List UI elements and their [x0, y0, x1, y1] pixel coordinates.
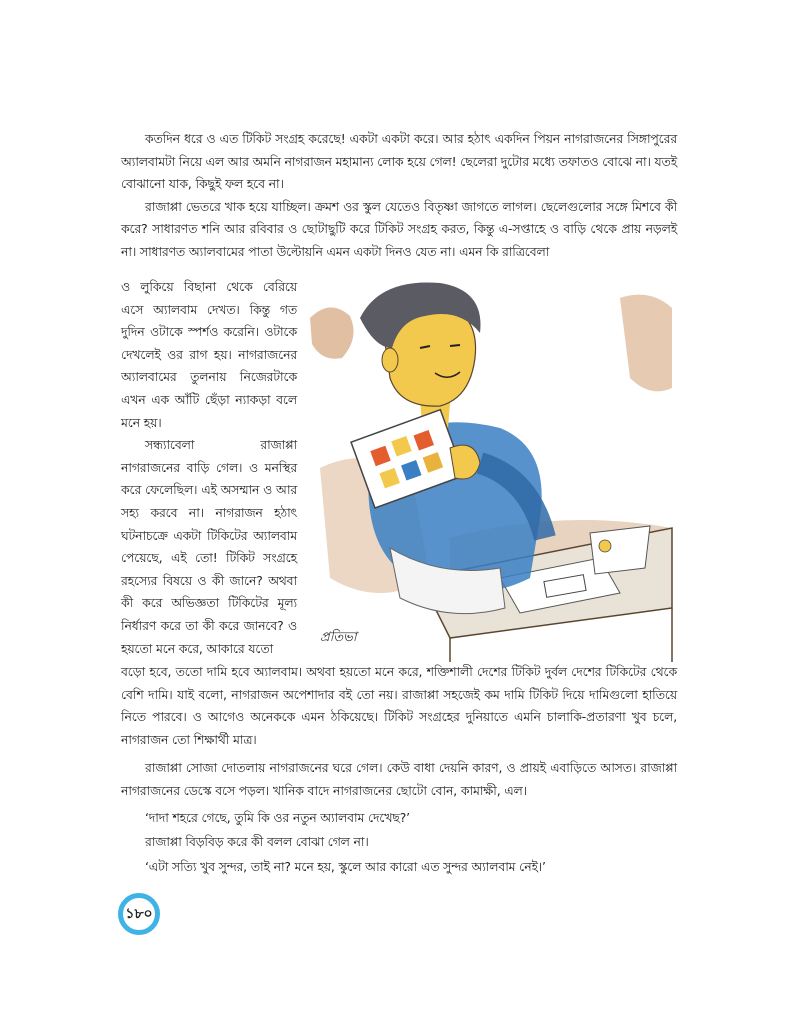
paragraph: রাজাপ্পা সোজা দোতলায় নাগরাজনের ঘরে গেল। কেউ বাধা দেয়নি কারণ, ও প্রায়ই এবাড়িতে আসত। রাজাপ্পা নাগরাজনের ডেস্কে বসে পড়ল। খানিক বাদে নাগরাজনের ছোটো বোন, কামাক্ষী, এল। — [121, 760, 677, 798]
watercolor-drawing — [300, 278, 680, 662]
paragraph: ও লুকিয়ে বিছানা থেকে বেরিয়ে এসে অ্যালবাম দেখত। কিন্তু গত দুদিন ওটাকে স্পর্শও করেনি। ওটাকে দেখলেই ওর রাগ হয়। নাগরাজনের অ্যালবামের তুলনায় নিজেরটাকে এখন এক আঁটি ছেঁড়া ন্যাকড়া বলে মনে হয়। — [121, 279, 297, 430]
artist-signature: প্রতিভা — [320, 630, 357, 645]
paragraph: সন্ধ্যাবেলা রাজাপ্পা নাগরাজনের বাড়ি গেল। ও মনস্থির করে ফেলেছিল। এই অসম্মান ও আর সহ্য করবে না। নাগরাজন হঠাৎ ঘটনাচক্রে একটা টিকিটের অ্যালবাম পেয়েছে, এই তো! টিকিট সংগ্রহে রহস্যের বিষয়ে ও কী জানে? অথবা কী করে অভিজ্ঞতা টিকিটের মূল্য নির্ধারণ করে তা কী করে জানবে? ও হয়তো মনে করে, আকারে যতো — [121, 437, 297, 656]
page-number-badge — [118, 893, 160, 935]
dialogue-line: রাজাপ্পা বিড়বিড় করে কী বলল বোঝা গেল না। — [145, 834, 369, 850]
paragraph: বড়ো হবে, ততো দামি হবে অ্যালবাম। অথবা হয়তো মনে করে, শক্তিশালী দেশের টিকিট দুর্বল দেশের টিকিটের থেকে বেশি দামি। যাই বলো, নাগরাজন অপেশাদার বই তো নয়। রাজাপ্পা সহজেই কম দামি টিকিট দিয়ে দামিগুলো হাতিয়ে নিতে পারবে। ও আগেও অনেককে এমন ঠকিয়েছে। টিকিট সংগ্রহের দুনিয়াতে এমনি চালাকি-প্রতারণা খুব চলে, নাগরাজন তো শিক্ষার্থী মাত্র। — [121, 664, 677, 747]
wrapped-text-column — [121, 276, 297, 660]
dialogue-line: ‘এটা সত্যি খুব সুন্দর, তাই না? মনে হয়, স্কুলে আর কারো এত সুন্দর অ্যালবাম নেই।’ — [145, 858, 546, 874]
top-text-block — [121, 128, 677, 264]
bottom-text-block — [121, 661, 677, 878]
boy-with-album-illustration — [300, 278, 680, 662]
paragraph: রাজাপ্পা ভেতরে খাক হয়ে যাচ্ছিল। ক্রমশ ওর স্কুল যেতেও বিতৃষ্ণা জাগতে লাগল। ছেলেগুলোর সঙ্গে মিশবে কী করে? সাধারণত শনি আর রবিবার ও ছোটাছুটি করে টিকিট সংগ্রহ করত, কিন্তু এ-সপ্তাহে ও বাড়ি থেকে প্রায় নড়লই না। সাধারণত অ্যালবামের পাতা উল্টোয়নি এমন একটা দিনও যেত না। এমন কি রাত্রিবেলা — [121, 198, 677, 259]
paragraph: কতদিন ধরে ও এত টিকিট সংগ্রহ করেছে! একটা একটা করে। আর হঠাৎ একদিন পিয়ন নাগরাজনের সিঙ্গাপুরের অ্যালবামটা নিয়ে এল আর অমনি নাগরাজন মহামান্য লোক হয়ে গেল! ছেলেরা দুটোর মধ্যে তফাতও বোঝে না। যতই বোঝানো যাক, কিছুই ফল হবে না। — [121, 131, 677, 192]
dialogue-block — [121, 807, 677, 879]
dialogue-line: ‘দাদা শহরে গেছে, তুমি কি ওর নতুন অ্যালবাম দেখেছ?’ — [145, 809, 410, 825]
page-number: ১৮০ — [125, 906, 153, 922]
